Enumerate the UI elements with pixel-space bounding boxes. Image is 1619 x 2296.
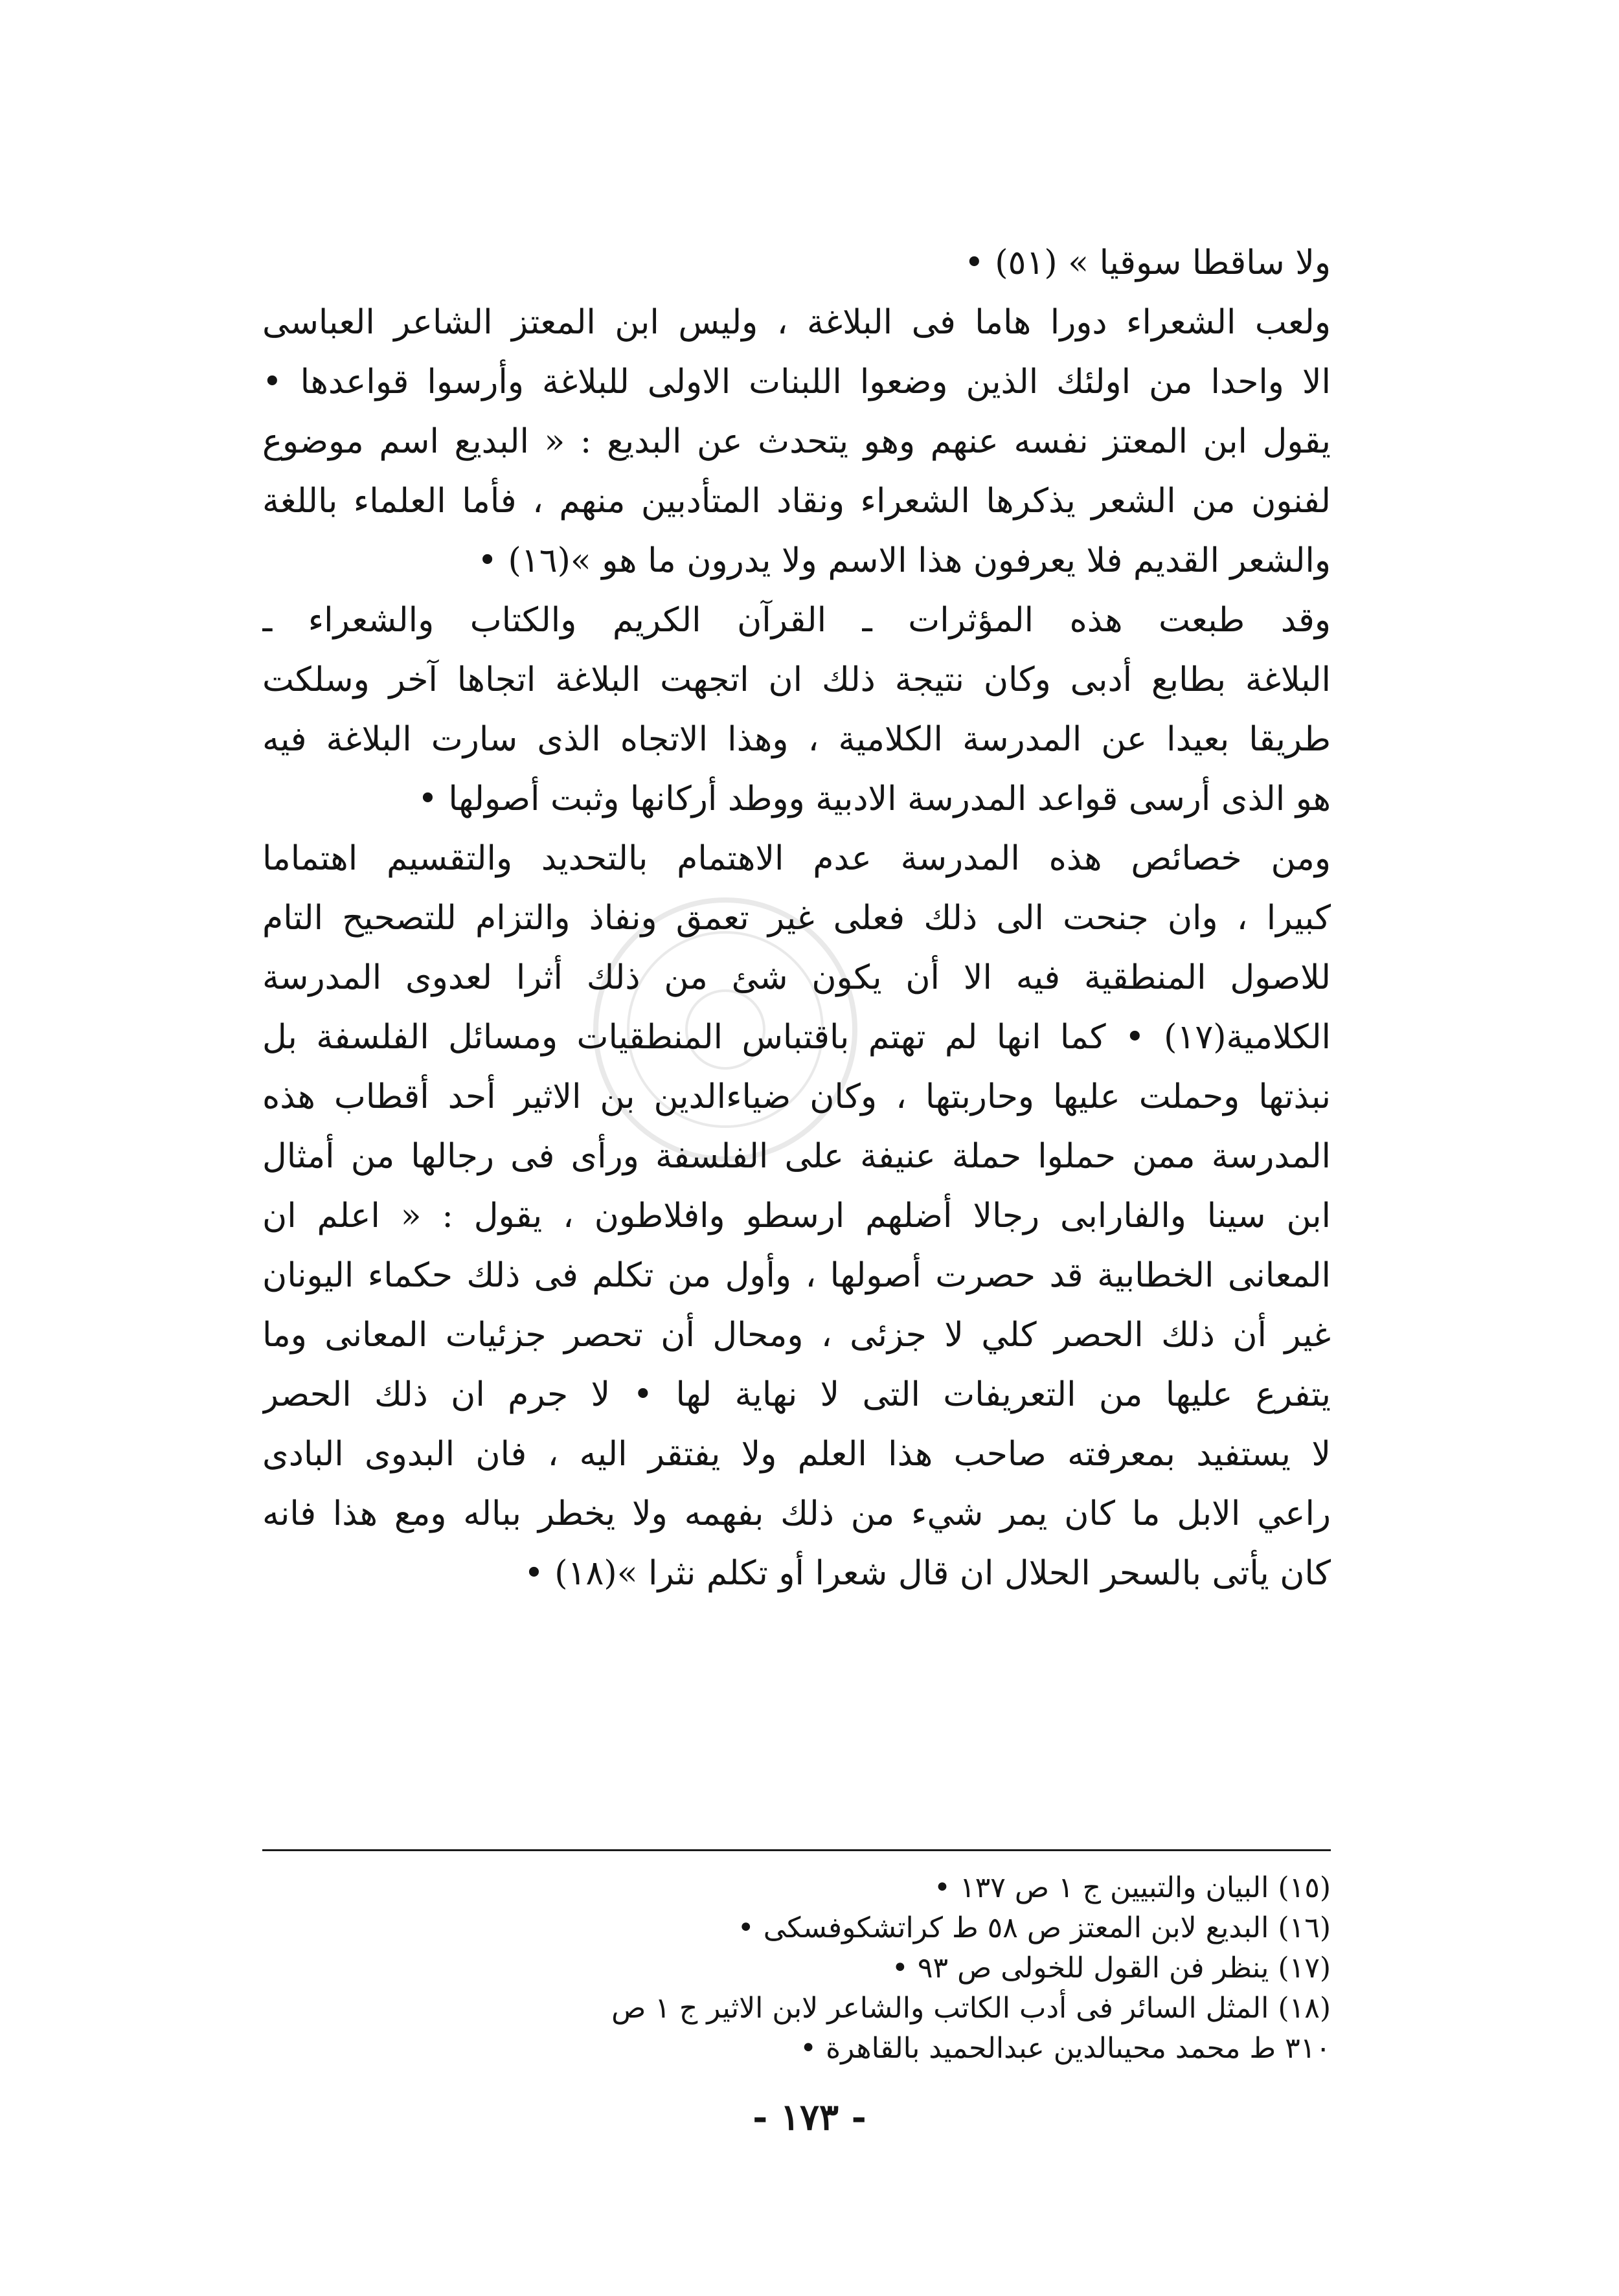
body-line: هو الذى أرسى قواعد المدرسة الادبية ووطد أركانها وثبت أصولها • <box>418 780 1331 818</box>
body-line: راعي الابل ما كان يمر شيء من ذلك بفهمه ولا يخطر بباله ومع هذا فانه <box>262 1494 1331 1533</box>
footnote: (١٧) ينظر فن القول للخولى ص ٩٣ • <box>891 1952 1331 1985</box>
body-line: ابن سينا والفارابى رجالا أضلهم ارسطو وافلاطون ، يقول : « اعلم ان <box>262 1197 1331 1235</box>
footnote-divider <box>262 1849 1331 1851</box>
body-line: لفنون من الشعر يذكرها الشعراء ونقاد المتأدبين منهم ، فأما العلماء باللغة <box>262 482 1331 521</box>
body-line: نبذتها وحملت عليها وحاربتها ، وكان ضياءالدين بن الاثير أحد أقطاب هذه <box>262 1077 1331 1116</box>
body-line: الا واحدا من اولئك الذين وضعوا اللبنات الاولى للبلاغة وأرسوا قواعدها • <box>262 363 1331 401</box>
footnotes <box>262 1868 1331 2069</box>
body-text <box>262 233 1331 1603</box>
body-line: ولعب الشعراء دورا هاما فى البلاغة ، وليس ابن المعتز الشاعر العباسى <box>262 303 1331 342</box>
body-line: يقول ابن المعتز نفسه عنهم وهو يتحدث عن البديع : « البديع اسم موضوع <box>262 422 1331 461</box>
body-line: يتفرع عليها من التعريفات التى لا نهاية لها • لا جرم ان ذلك الحصر <box>262 1375 1331 1414</box>
body-line: كبيرا ، وان جنحت الى ذلك فعلى غير تعمق ونفاذ والتزام للتصحيح التام <box>262 899 1331 938</box>
body-line: كان يأتى بالسحر الحلال ان قال شعرا أو تكلم نثرا »(١٨) • <box>524 1554 1331 1593</box>
footnote: (١٦) البديع لابن المعتز ص ٥٨ ط كراتشكوفسكى • <box>737 1911 1331 1944</box>
footnote: (١٥) البيان والتبيين ج ١ ص ١٣٧ • <box>933 1871 1331 1904</box>
body-line: المعانى الخطابية قد حصرت أصولها ، وأول من تكلم فى ذلك حكماء اليونان <box>262 1256 1331 1295</box>
body-line: غير أن ذلك الحصر كلي لا جزئى ، ومحال أن تحصر جزئيات المعانى وما <box>262 1316 1331 1355</box>
body-line: وقد طبعت هذه المؤثرات ـ القرآن الكريم والكتاب والشعراء ـ <box>262 601 1331 640</box>
body-line: ولا ساقطا سوقيا » (٥١) • <box>964 243 1331 282</box>
footnote: (١٨) المثل السائر فى أدب الكاتب والشاعر لابن الاثير ج ١ ص <box>611 1992 1331 2025</box>
body-line: لا يستفيد بمعرفته صاحب هذا العلم ولا يفتقر اليه ، فان البدوى البادى <box>262 1435 1331 1474</box>
page-number: - ١٧٣ - <box>753 2096 866 2139</box>
body-line: المدرسة ممن حملوا حملة عنيفة على الفلسفة ورأى فى رجالها من أمثال <box>262 1137 1331 1176</box>
body-line: والشعر القديم فلا يعرفون هذا الاسم ولا يدرون ما هو »(١٦) • <box>477 541 1331 580</box>
body-line: البلاغة بطابع أدبى وكان نتيجة ذلك ان اتجهت البلاغة اتجاها آخر وسلكت <box>262 660 1331 699</box>
body-line: طريقا بعيدا عن المدرسة الكلامية ، وهذا الاتجاه الذى سارت البلاغة فيه <box>262 720 1331 759</box>
body-line: ومن خصائص هذه المدرسة عدم الاهتمام بالتحديد والتقسيم اهتماما <box>262 839 1331 878</box>
footnote-continuation: ٣١٠ ط محمد محيىالدين عبدالحميد بالقاهرة • <box>800 2032 1331 2065</box>
body-line: للاصول المنطقية فيه الا أن يكون شئ من ذلك أثرا لعدوى المدرسة <box>262 958 1331 997</box>
body-line: الكلامية(١٧) • كما انها لم تهتم باقتباس المنطقيات ومسائل الفلسفة بل <box>262 1018 1331 1057</box>
